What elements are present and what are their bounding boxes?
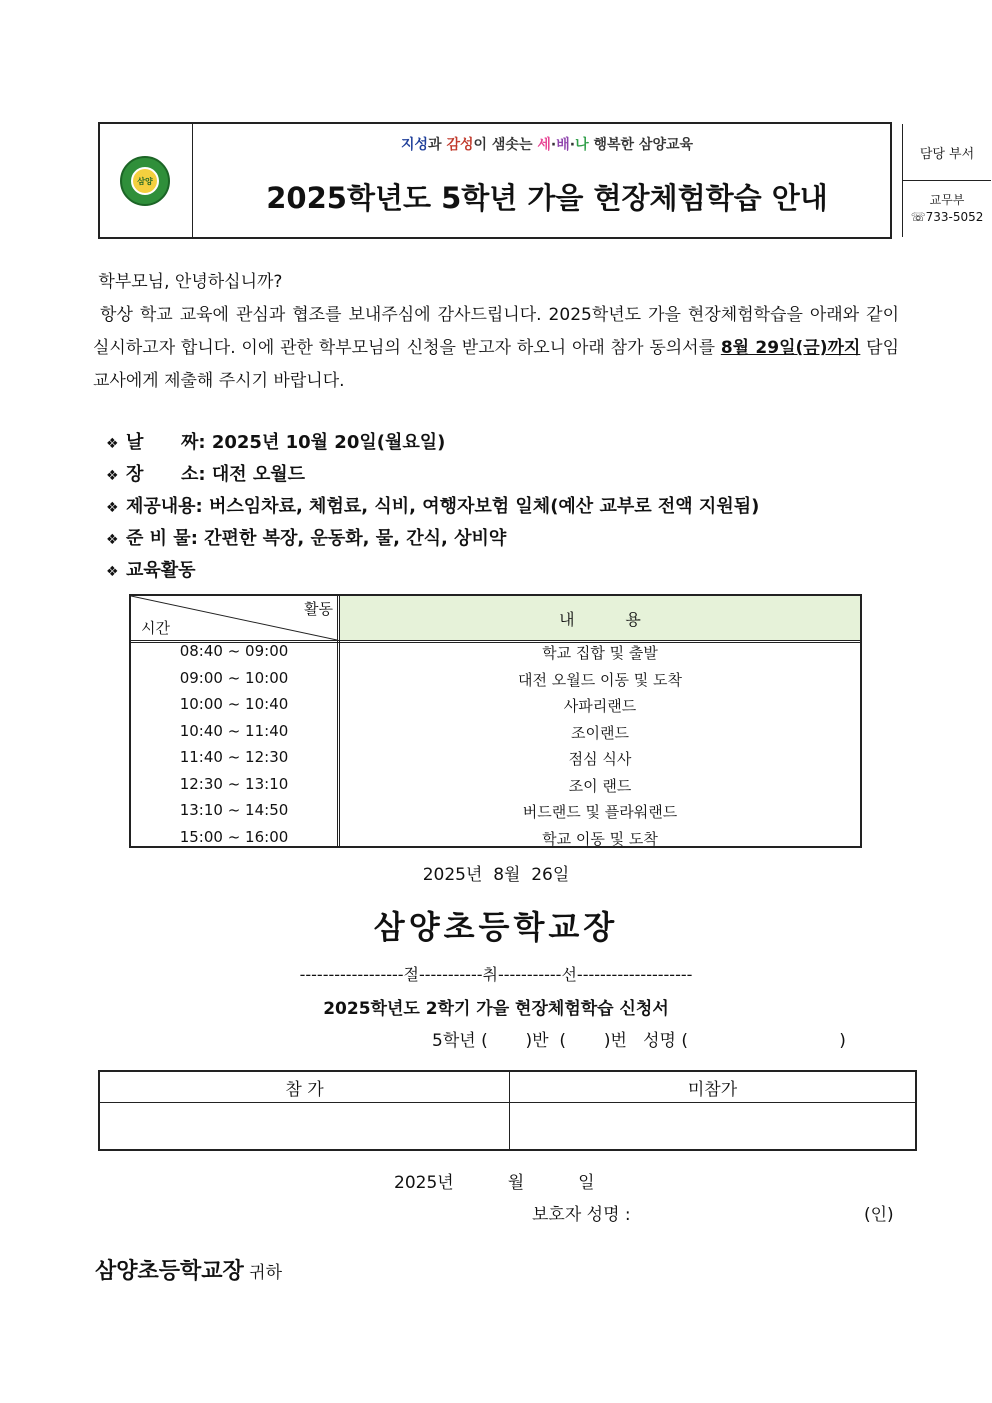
student-info-line: 5학년 ( )반 ( )번 성명 ( ): [432, 1031, 846, 1051]
dept-name: 교무부: [929, 193, 965, 207]
item-text: 날 짜: 2025년 10월 20일(월요일): [126, 432, 446, 453]
issue-date: 2025년 8월 26일: [422, 865, 570, 885]
item-text: 장 소: 대전 오월드: [126, 464, 306, 485]
addressee-suffix: 귀하: [243, 1263, 283, 1283]
attend-checkbox-cell[interactable]: [100, 1103, 510, 1149]
table-row: [131, 720, 860, 747]
row-content: 사파리랜드: [563, 697, 637, 715]
row-time: 10:00 ~ 10:40: [179, 695, 289, 713]
slogan-part: 나: [575, 137, 589, 153]
item-text: 제공내용: 버스임차료, 체험료, 식비, 여행자보험 일체(예산 교부로 전액 지원됨): [126, 496, 760, 517]
slogan-part: 이 샘솟는: [473, 137, 538, 153]
title-cell: [192, 124, 902, 237]
table-row: [131, 693, 860, 720]
table-row: [131, 746, 860, 773]
logo-cell: [100, 124, 193, 237]
header-box: [98, 122, 984, 239]
slogan-part: 세: [537, 137, 551, 153]
col-not-attend: 미참가: [510, 1072, 915, 1103]
deadline: 8월 29일(금)까지: [720, 338, 861, 358]
slogan: [192, 134, 902, 154]
header-content-label: 내 용: [559, 609, 641, 629]
item-provided: [106, 492, 759, 522]
intro-body-1: 항상 학교 교육에 관심과 협조를 보내주심에 감사드립니다. 2025학년도 가을 현장체험학습을 아래와 같이 실시하고자 합니다. 이에 관한 학부모님의 신청을 받고자 하오니 아래 참가 동의서를: [93, 305, 899, 358]
row-time: 15:00 ~ 16:00: [179, 827, 289, 846]
slogan-part: 배: [556, 137, 570, 153]
row-content: 조이 랜드: [568, 776, 632, 795]
row-time: 09:00 ~ 10:00: [179, 668, 289, 687]
dept-phone: ☏733-5052: [910, 210, 984, 224]
slogan-part: 감성: [446, 137, 474, 153]
school-logo: [120, 156, 170, 206]
item-activities: [106, 556, 196, 586]
attendance-table: [98, 1070, 917, 1151]
principal-title: 삼양초등학교장: [373, 908, 619, 946]
col-attend: 참 가: [100, 1072, 510, 1103]
dept-cell: [902, 124, 991, 237]
slogan-part: 행복한 삼양교육: [588, 137, 694, 153]
header-content: [340, 596, 860, 640]
dept-label: 담당 부서: [903, 124, 991, 181]
cut-line: ------------------절-----------취-----------선--------------------: [299, 965, 693, 984]
intro-paragraph: [93, 299, 899, 398]
schedule-header: [131, 596, 860, 643]
document-title: 2025학년도 5학년 가을 현장체험학습 안내: [266, 181, 828, 215]
header-activity: 활동: [304, 600, 333, 618]
item-supplies: [106, 524, 506, 554]
table-row: [131, 667, 860, 694]
row-content: 조이랜드: [571, 723, 629, 742]
table-row: [131, 826, 860, 853]
row-time: 08:40 ~ 09:00: [179, 642, 289, 660]
diamond-bullet-icon: ❖: [106, 500, 119, 516]
slogan-part: 과: [428, 137, 447, 153]
schedule-header-diagonal-cell: [131, 596, 337, 640]
school-logo-inner: 삼양: [131, 167, 159, 195]
addressee-name: 삼양초등학교장: [95, 1259, 244, 1284]
not-attend-checkbox-cell[interactable]: [510, 1103, 915, 1149]
row-time: 10:40 ~ 11:40: [179, 721, 289, 740]
table-row: [131, 773, 860, 800]
diamond-bullet-icon: ❖: [106, 468, 119, 484]
form-title: 2025학년도 2학기 가을 현장체험학습 신청서: [323, 999, 669, 1019]
slogan-part: ·: [569, 137, 576, 153]
row-content: 학교 집합 및 출발: [542, 644, 658, 662]
row-time: 11:40 ~ 12:30: [179, 748, 289, 766]
row-time: 13:10 ~ 14:50: [179, 801, 289, 819]
row-content: 대전 오월드 이동 및 도착: [518, 670, 682, 689]
seal-mark: (인): [864, 1205, 894, 1225]
item-date: [106, 428, 445, 458]
row-content: 학교 이동 및 도착: [542, 829, 658, 848]
slogan-part: 지성: [400, 137, 429, 153]
diamond-bullet-icon: ❖: [106, 564, 119, 580]
header-time: 시간: [141, 619, 170, 637]
greeting-text: 학부모님, 안녕하십니까?: [98, 272, 283, 292]
intro-body-2: 담임 교사에게 제출해 주시기 바랍니다.: [93, 338, 899, 391]
item-text: 교육활동: [126, 560, 196, 581]
greeting: [93, 266, 899, 299]
diamond-bullet-icon: ❖: [106, 436, 119, 452]
dept-info: [903, 181, 991, 237]
addressee: [95, 1254, 282, 1285]
table-row: [131, 640, 860, 667]
diamond-bullet-icon: ❖: [106, 532, 119, 548]
slogan-part: ·: [550, 137, 557, 153]
row-content: 점심 식사: [568, 750, 632, 768]
row-content: 버드랜드 및 플라워랜드: [522, 803, 678, 821]
item-text: 준 비 물: 간편한 복장, 운동화, 물, 간식, 상비약: [126, 528, 507, 549]
schedule-table: [129, 594, 862, 848]
row-time: 12:30 ~ 13:10: [179, 774, 289, 793]
guardian-label: 보호자 성명 :: [532, 1205, 631, 1225]
table-row: [131, 799, 860, 826]
item-place: [106, 460, 305, 490]
form-date-line: 2025년 월 일: [394, 1173, 595, 1193]
